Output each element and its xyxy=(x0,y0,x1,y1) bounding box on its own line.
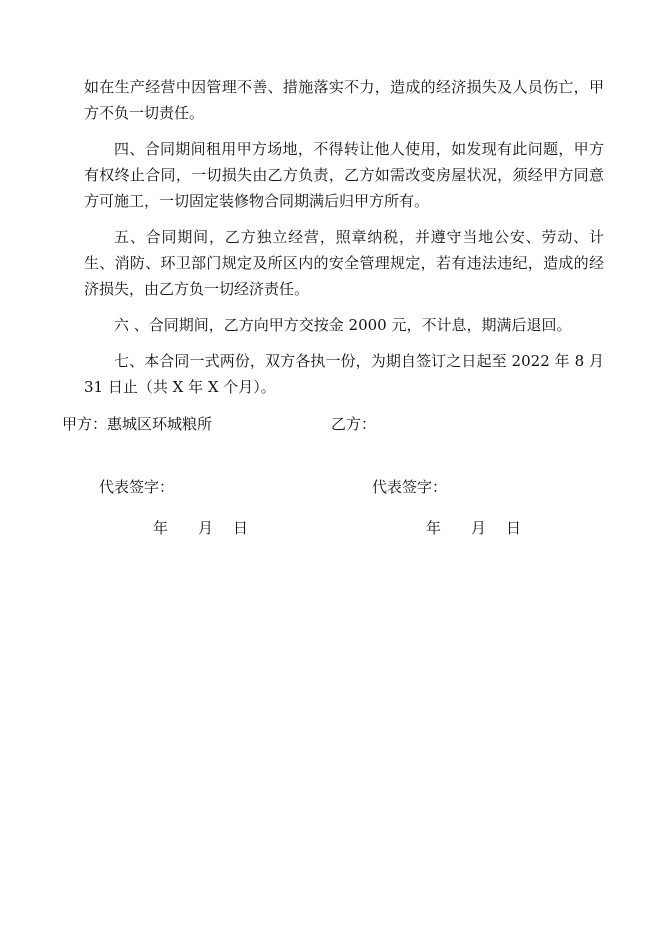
party-a-representative: 代表签字： xyxy=(99,478,175,496)
party-b-representative: 代表签字： xyxy=(372,478,448,496)
date-day: 日 xyxy=(506,519,522,537)
date-year: 年 xyxy=(426,519,442,537)
date-month: 月 xyxy=(471,519,487,537)
party-b-label: 乙方： xyxy=(331,415,377,433)
paragraph-continuation: 如在生产经营中因管理不善、措施落实不力，造成的经济损失及人员伤亡，甲方不负一切责任。 xyxy=(84,78,604,122)
party-a-label: 甲方：惠城区环城粮所 xyxy=(62,415,213,433)
party-a-date xyxy=(153,515,248,541)
party-b-date xyxy=(426,515,521,541)
date-month: 月 xyxy=(198,519,214,537)
clause-six: 六 、合同期间，乙方向甲方交按金 2000 元，不计息，期满后退回。 xyxy=(114,316,572,334)
clause-four: 四、合同期间租用甲方场地，不得转让他人使用，如发现有此问题，甲方有权终止合同，一切损失由乙方负责，乙方如需改变房屋状况，须经甲方同意方可施工，一切固定装修物合同期满后归甲方所有。 xyxy=(84,140,604,210)
contract-body xyxy=(84,74,604,410)
date-day: 日 xyxy=(233,519,249,537)
clause-seven: 七、本合同一式两份，双方各执一份，为期自签订之日起至 2022 年 8 月 31 日止（共 X 年 X 个月）。 xyxy=(84,352,604,396)
clause-five: 五、合同期间，乙方独立经营，照章纳税，并遵守当地公安、劳动、计生、消防、环卫部门规定及所区内的安全管理规定，若有违法违纪，造成的经济损失，由乙方负一切经济责任。 xyxy=(84,228,604,298)
date-year: 年 xyxy=(153,519,169,537)
